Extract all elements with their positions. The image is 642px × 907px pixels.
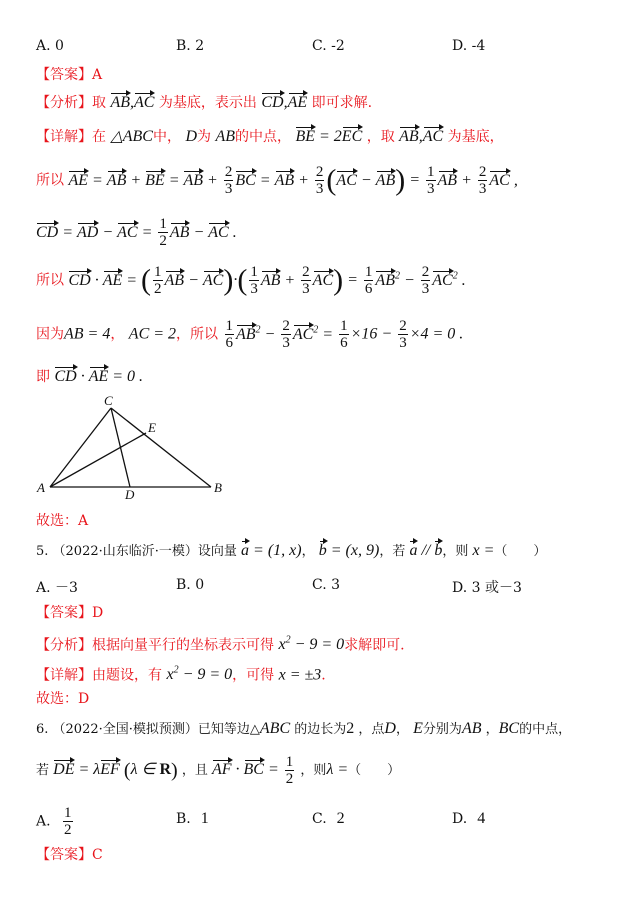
q5-analysis: 【分析】根据向量平行的坐标表示可得 $x^2 - 9 = 0$求解即可. [36, 635, 405, 654]
q4-option-b: B. 2 [176, 38, 205, 54]
segment-cb [111, 408, 211, 487]
segment-ac [50, 408, 111, 487]
q6-option-c: C. 2 [312, 810, 345, 827]
triangle-figure [36, 392, 236, 502]
q4-option-c: C. -2 [312, 38, 345, 54]
q4-option-a: A. 0 [36, 38, 64, 54]
q4-option-d: D. -4 [452, 38, 486, 54]
q5-option-c: C. 3 [312, 577, 341, 593]
label-d: D [125, 487, 135, 502]
q4-step-ae: 所以 AE = AB + BE = AB + $\frac{2}{3}$ BC = AB + $\frac{2}{3}$ (AC − AB) = $\frac{1}{3}$ AB + $\frac{2}{3}$ AC , [36, 163, 518, 197]
q5-stem: 5. （2022·山东临沂·一模）设向量 a = (1, x)， b = (x, 9)，若 a // b，则 x =（ ） [36, 542, 547, 559]
q5-choose: 故选：D [36, 691, 90, 707]
q5-option-b: B. 0 [176, 577, 205, 593]
q6-option-d: D. 4 [452, 810, 486, 827]
q4-step-therefore: 即 CD · AE = 0 . [36, 368, 144, 385]
segment-ae [50, 433, 146, 487]
q5-option-a: A. －3 [36, 580, 78, 596]
q5-detail: 【详解】由题设，有 $x^2 - 9 = 0$，可得 x = ±3. [36, 665, 326, 684]
q6-stem-line2: 若 DE = λEF (λ ∈ R) ，且 AF · BC = $\frac{1}{2}$ ，则λ =（ ） [36, 754, 401, 787]
q6-option-b: B. 1 [176, 810, 209, 827]
q5-answer: 【答案】D [36, 605, 104, 621]
q4-detail: 【详解】在 △ABC中， D为 AB的中点， BE = 2EC ，取 AB,AC 为基底， [36, 128, 504, 145]
q6-stem: 6. （2022·全国·模拟预测）已知等边△ABC 的边长为2 ，点D， E分别为AB ，BC的中点， [36, 720, 572, 737]
label-b: B [214, 480, 222, 495]
label-e: E [148, 420, 156, 435]
q4-analysis: 【分析】取 AB,AC 为基底，表示出 CD,AE 即可求解. [36, 94, 373, 111]
q4-choose: 故选：A [36, 513, 89, 529]
q4-step-dot: 所以 CD · AE = ( $\frac{1}{2}$ AB − AC)·( $\frac{1}{3}$ AB + $\frac{2}{3}$ AC) = $\frac{1}{6}$ $AB^2$ − $\frac{2}{3}$ $AC^2$ . [36, 263, 466, 297]
q5-option-d: D. 3 或－3 [452, 580, 522, 596]
q6-answer: 【答案】C [36, 847, 103, 863]
q4-step-because: 因为AB = 4， AC = 2，所以 $\frac{1}{6}$ $AB^2$ − $\frac{2}{3}$ $AC^2$ = $\frac{1}{6}$ ×16 − $\frac{2}{3}$ ×4 = 0 . [36, 318, 464, 351]
q4-answer: 【答案】A [36, 67, 103, 83]
label-a: A [37, 480, 45, 495]
q6-option-a: A. $\frac{1}{2}$ [36, 805, 72, 838]
q4-step-cd: CD = AD − AC = $\frac{1}{2}$ AB − AC . [36, 216, 237, 249]
label-c: C [104, 393, 113, 408]
